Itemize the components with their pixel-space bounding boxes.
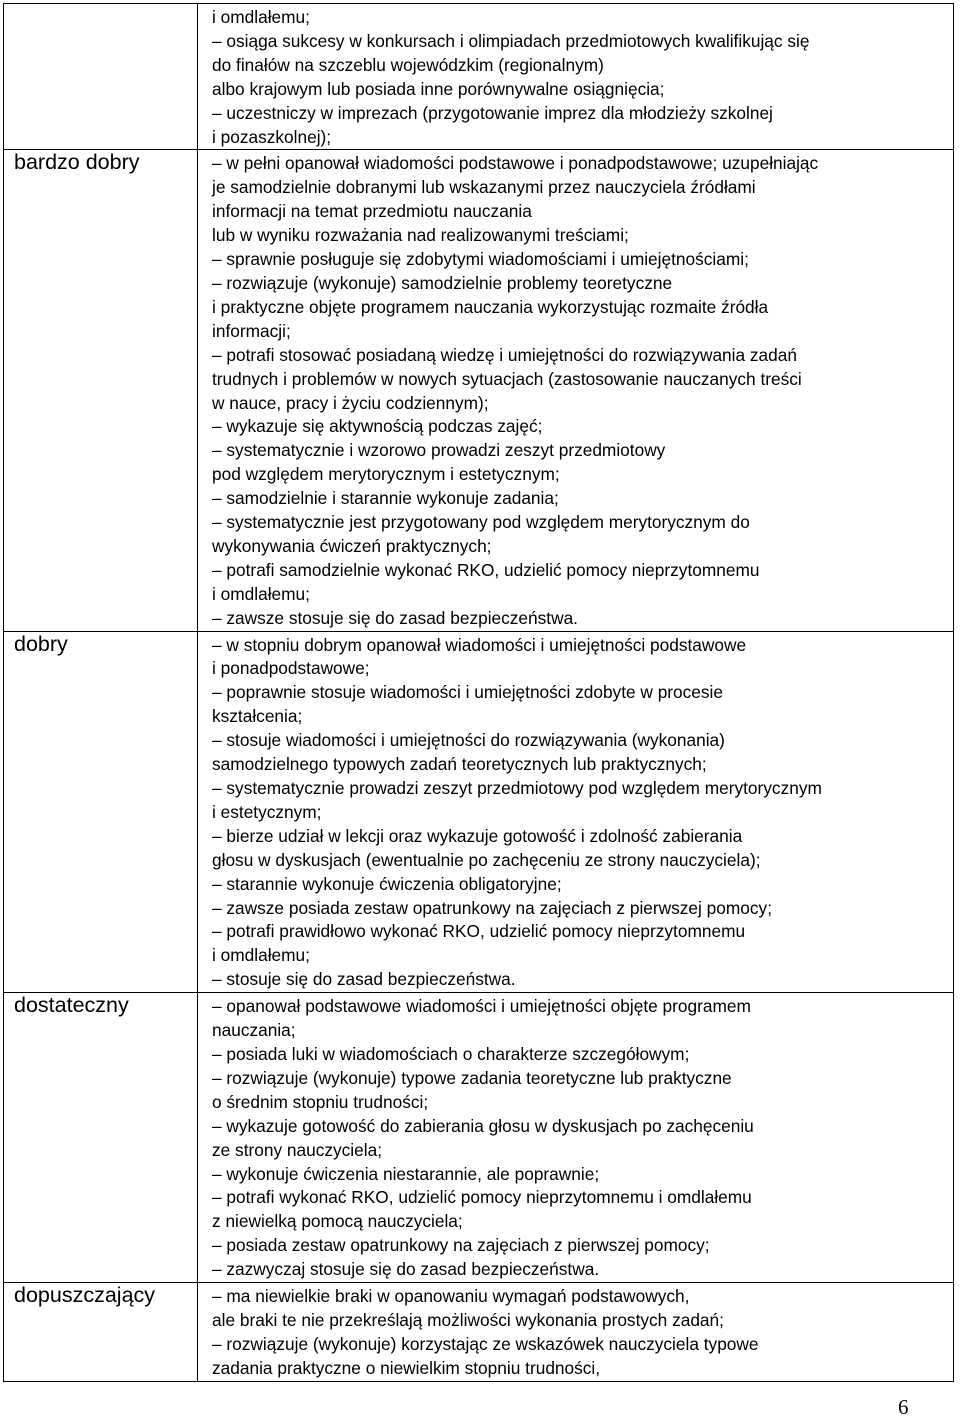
criteria-line: – stosuje się do zasad bezpieczeństwa. <box>212 969 516 990</box>
grade-row <box>4 993 954 1283</box>
criteria-line: o średnim stopniu trudności; <box>212 1091 429 1112</box>
criteria-line: – poprawnie stosuje wiadomości i umiejętności zdobyte w procesie <box>212 682 724 703</box>
criteria-line: nauczania; <box>212 1020 296 1041</box>
criteria-line: – potrafi stosować posiadaną wiedzę i umiejętności do rozwiązywania zadań <box>212 344 798 365</box>
criteria-line: zadania praktyczne o niewielkim stopniu trudności, <box>212 1357 601 1378</box>
grade-label: dobry <box>14 631 68 656</box>
criteria-line: trudnych i problemów w nowych sytuacjach (zastosowanie nauczanych treści <box>212 368 802 389</box>
grade-cell <box>4 993 198 1283</box>
grading-criteria-table <box>3 3 954 1382</box>
criteria-line: – zawsze stosuje się do zasad bezpieczeństwa. <box>212 607 578 628</box>
criteria-line: – zawsze posiada zestaw opatrunkowy na zajęciach z pierwszej pomocy; <box>212 897 772 918</box>
criteria-line: informacji na temat przedmiotu nauczania <box>212 201 532 222</box>
criteria-cell <box>198 631 954 993</box>
criteria-line: – wykazuje się aktywnością podczas zajęć; <box>212 416 543 437</box>
grade-row <box>4 631 954 993</box>
criteria-cell <box>198 4 954 150</box>
criteria-line: – samodzielnie i starannie wykonuje zadania; <box>212 488 559 509</box>
criteria-line: – systematycznie i wzorowo prowadzi zeszyt przedmiotowy <box>212 440 666 461</box>
criteria-line: – posiada luki w wiadomościach o charakterze szczegółowym; <box>212 1043 690 1064</box>
criteria-line: – potrafi samodzielnie wykonać RKO, udzielić pomocy nieprzytomnemu <box>212 559 760 580</box>
grade-label: dostateczny <box>14 993 129 1018</box>
criteria-line: – ma niewielkie braki w opanowaniu wymagań podstawowych, <box>212 1286 690 1307</box>
criteria-line: wykonywania ćwiczeń praktycznych; <box>212 535 492 556</box>
criteria-line: i ponadpodstawowe; <box>212 658 370 679</box>
grade-label: bardzo dobry <box>14 150 140 175</box>
grade-cell <box>4 4 198 150</box>
criteria-line: i estetycznym; <box>212 801 322 822</box>
criteria-line: w nauce, pracy i życiu codziennym); <box>212 392 489 413</box>
criteria-line: – rozwiązuje (wykonuje) samodzielnie problemy teoretyczne <box>212 272 673 293</box>
grade-cell <box>4 1283 198 1382</box>
criteria-line: – rozwiązuje (wykonuje) typowe zadania teoretyczne lub praktyczne <box>212 1067 732 1088</box>
criteria-line: – potrafi prawidłowo wykonać RKO, udzielić pomocy nieprzytomnemu <box>212 921 746 942</box>
criteria-line: – stosuje wiadomości i umiejętności do rozwiązywania (wykonania) <box>212 730 725 751</box>
criteria-line: – w stopniu dobrym opanował wiadomości i umiejętności podstawowe <box>212 634 747 655</box>
criteria-line: i praktyczne objęte programem nauczania wykorzystując rozmaite źródła <box>212 296 769 317</box>
criteria-line: i pozaszkolnej); <box>212 126 332 147</box>
criteria-line: – starannie wykonuje ćwiczenia obligatoryjne; <box>212 873 562 894</box>
criteria-cell <box>198 150 954 631</box>
criteria-line: – uczestniczy w imprezach (przygotowanie imprez dla młodzieży szkolnej <box>212 102 773 123</box>
criteria-line: – wykazuje gotowość do zabierania głosu w dyskusjach po zachęceniu <box>212 1115 754 1136</box>
criteria-line: je samodzielnie dobranymi lub wskazanymi przez nauczyciela źródłami <box>212 177 756 198</box>
criteria-line: głosu w dyskusjach (ewentualnie po zachęceniu ze strony nauczyciela); <box>212 849 761 870</box>
criteria-line: ale braki te nie przekreślają możliwości wykonania prostych zadań; <box>212 1309 724 1330</box>
criteria-line: – systematycznie jest przygotowany pod względem merytorycznym do <box>212 512 750 533</box>
criteria-cell <box>198 993 954 1283</box>
criteria-line: ze strony nauczyciela; <box>212 1139 383 1160</box>
criteria-line: z niewielką pomocą nauczyciela; <box>212 1211 463 1232</box>
criteria-line: lub w wyniku rozważania nad realizowanymi treściami; <box>212 225 629 246</box>
criteria-line: – sprawnie posługuje się zdobytymi wiadomościami i umiejętnościami; <box>212 249 749 270</box>
criteria-line: i omdlałemu; <box>212 583 310 604</box>
grade-row <box>4 4 954 150</box>
grade-cell <box>4 150 198 631</box>
criteria-line: pod względem merytorycznym i estetycznym; <box>212 464 560 485</box>
criteria-line: – opanował podstawowe wiadomości i umiejętności objęte programem <box>212 996 751 1017</box>
criteria-line: – bierze udział w lekcji oraz wykazuje gotowość i zdolność zabierania <box>212 825 743 846</box>
grade-label: dopuszczający <box>14 1283 156 1308</box>
criteria-line: – wykonuje ćwiczenia niestarannie, ale poprawnie; <box>212 1163 600 1184</box>
grade-row <box>4 1283 954 1382</box>
criteria-line: – w pełni opanował wiadomości podstawowe i ponadpodstawowe; uzupełniając <box>212 153 819 174</box>
criteria-line: – systematycznie prowadzi zeszyt przedmiotowy pod względem merytorycznym <box>212 778 822 798</box>
criteria-line: – rozwiązuje (wykonuje) korzystając ze wskazówek nauczyciela typowe <box>212 1333 759 1354</box>
criteria-line: i omdlałemu; <box>212 7 310 27</box>
criteria-line: do finałów na szczeblu wojewódzkim (regionalnym) <box>212 54 604 75</box>
criteria-line: – osiąga sukcesy w konkursach i olimpiadach przedmiotowych kwalifikując się <box>212 30 810 51</box>
criteria-cell <box>198 1283 954 1382</box>
criteria-line: albo krajowym lub posiada inne porównywalne osiągnięcia; <box>212 78 665 99</box>
page-number: 6 <box>898 1395 909 1419</box>
criteria-line: – posiada zestaw opatrunkowy na zajęciach z pierwszej pomocy; <box>212 1235 710 1256</box>
criteria-line: informacji; <box>212 320 291 341</box>
grade-row <box>4 150 954 631</box>
criteria-line: samodzielnego typowych zadań teoretycznych lub praktycznych; <box>212 754 707 775</box>
grade-cell <box>4 631 198 993</box>
criteria-line: – potrafi wykonać RKO, udzielić pomocy nieprzytomnemu i omdlałemu <box>212 1187 752 1208</box>
criteria-line: – zazwyczaj stosuje się do zasad bezpieczeństwa. <box>212 1259 600 1280</box>
criteria-line: i omdlałemu; <box>212 945 310 966</box>
criteria-line: kształcenia; <box>212 706 303 727</box>
